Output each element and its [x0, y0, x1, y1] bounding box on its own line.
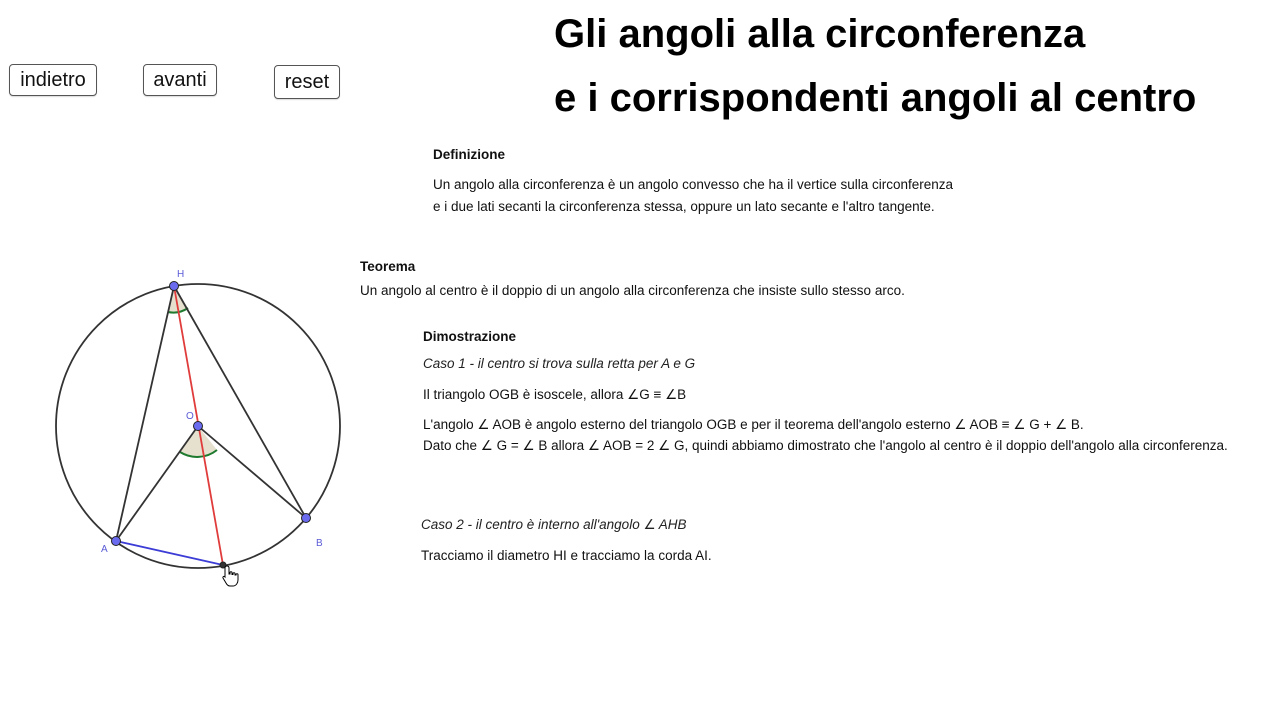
- definition-text-line-2: e i due lati secanti la circonferenza stessa, oppure un lato secante e l'altro tangente.: [433, 199, 935, 214]
- point-b[interactable]: [302, 514, 311, 523]
- theorem-text: Un angolo al centro è il doppio di un angolo alla circonferenza che insiste sullo stesso arco.: [360, 283, 905, 298]
- case2-line-1: Tracciamo il diametro HI e tracciamo la corda AI.: [421, 548, 712, 563]
- page-title-line-2: e i corrispondenti angoli al centro: [554, 76, 1197, 120]
- case1-line-3: Dato che ∠ G = ∠ B allora ∠ AOB = 2 ∠ G, quindi abbiamo dimostrato che l'angolo al centro è il doppio dell'angolo alla circonferenza.: [423, 438, 1228, 453]
- case1-line-1: Il triangolo OGB è isoscele, allora ∠G ≡ ∠B: [423, 387, 687, 402]
- case1-title: Caso 1 - il centro si trova sulla retta per A e G: [423, 356, 696, 371]
- case1-line-2: L'angolo ∠ AOB è angolo esterno del triangolo OGB e per il teorema dell'angolo esterno ∠ AOB ≡ ∠ G + ∠ B.: [423, 417, 1084, 432]
- label-b: B: [316, 538, 323, 549]
- hand-pointer-icon: [223, 566, 238, 586]
- reset-button[interactable]: reset: [274, 65, 340, 99]
- point-a[interactable]: [112, 537, 121, 546]
- theorem-heading: Teorema: [360, 259, 416, 274]
- case2-title: Caso 2 - il centro è interno all'angolo ∠ AHB: [421, 517, 687, 532]
- definition-heading: Definizione: [433, 147, 506, 162]
- forward-button[interactable]: avanti: [143, 64, 217, 96]
- back-button[interactable]: indietro: [9, 64, 97, 96]
- geometry-figure[interactable]: [0, 0, 360, 620]
- segment-ha[interactable]: [116, 286, 174, 541]
- proof-heading: Dimostrazione: [423, 329, 517, 344]
- point-h[interactable]: [170, 282, 179, 291]
- page-title-line-1: Gli angoli alla circonferenza: [554, 12, 1086, 56]
- segment-ob[interactable]: [198, 426, 306, 518]
- label-a: A: [101, 544, 108, 555]
- point-o[interactable]: [194, 422, 203, 431]
- label-o: O: [186, 411, 194, 422]
- chord-ai[interactable]: [116, 541, 223, 565]
- definition-text-line-1: Un angolo alla circonferenza è un angolo convesso che ha il vertice sulla circonferenza: [433, 177, 954, 192]
- label-h: H: [177, 269, 185, 280]
